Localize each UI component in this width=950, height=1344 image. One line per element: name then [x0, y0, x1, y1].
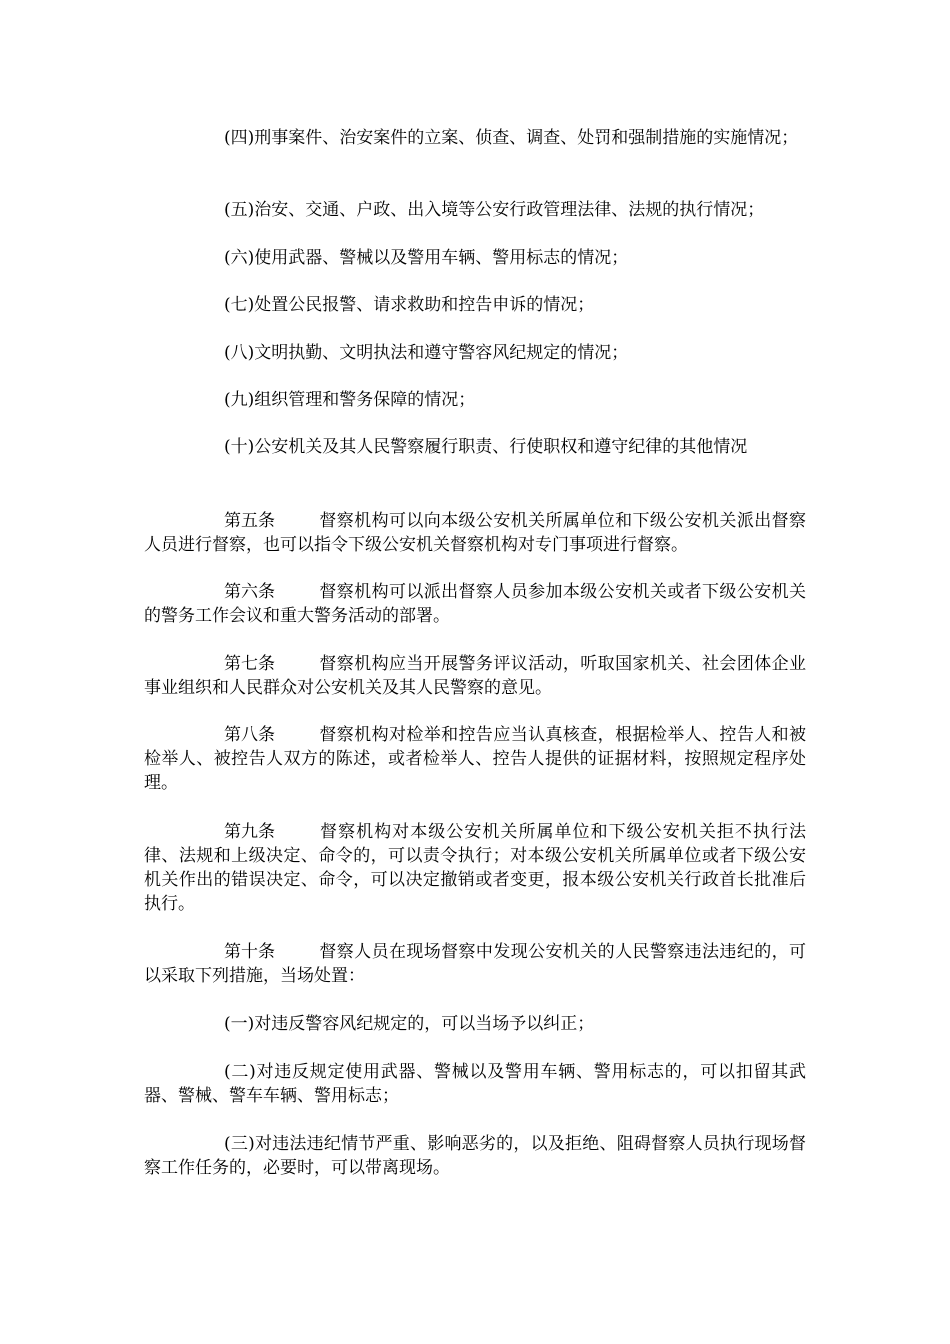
list-item: (十)公安机关及其人民警察履行职责、行使职权和遵守纪律的其他情况: [224, 437, 748, 457]
list-item: (五)治安、交通、户政、出入境等公安行政管理法律、法规的执行情况；: [224, 200, 765, 220]
list-item: (六)使用武器、警械以及警用车辆、警用标志的情况；: [224, 248, 629, 268]
list-item: (四)刑事案件、治安案件的立案、侦查、调查、处罚和强制措施的实施情况；: [224, 128, 799, 148]
list-item: (八)文明执勤、文明执法和遵守警容风纪规定的情况；: [224, 343, 629, 363]
list-item: (七)处置公民报警、请求救助和控告申诉的情况；: [224, 295, 595, 315]
article-number: 第九条: [224, 822, 275, 842]
article-number: 第十条: [224, 942, 275, 962]
article-paragraph: [144, 820, 806, 916]
article-text: 督察机构可以向本级公安机关所属单位和下级公安机关派出督察人员进行督察，也可以指令下级公安机关督察机构对专门事项进行督察。: [144, 511, 806, 555]
article-number: 第五条: [224, 511, 275, 531]
article-paragraph: [144, 509, 806, 557]
list-item: (一)对违反警容风纪规定的，可以当场予以纠正；: [224, 1014, 595, 1034]
article-paragraph: [144, 940, 806, 988]
article-number: 第六条: [224, 582, 275, 602]
article-number: 第七条: [224, 654, 275, 674]
article-text: 督察人员在现场督察中发现公安机关的人民警察违法违纪的，可以采取下列措施，当场处置：: [144, 942, 806, 986]
article-text: 督察机构对检举和控告应当认真核查，根据检举人、控告人和被检举人、被控告人双方的陈述，或者检举人、控告人提供的证据材料，按照规定程序处理。: [144, 725, 806, 793]
article-paragraph: [144, 723, 806, 795]
article-text: 督察机构可以派出督察人员参加本级公安机关或者下级公安机关的警务工作会议和重大警务活动的部署。: [144, 582, 806, 626]
list-item: (九)组织管理和警务保障的情况；: [224, 390, 476, 410]
article-paragraph: [144, 652, 806, 700]
article-number: 第八条: [224, 725, 275, 745]
article-text: 督察机构应当开展警务评议活动，听取国家机关、社会团体企业事业组织和人民群众对公安机关及其人民警察的意见。: [144, 654, 806, 698]
list-item: (三)对违法违纪情节严重、影响恶劣的，以及拒绝、阻碍督察人员执行现场督察工作任务的，必要时，可以带离现场。: [144, 1134, 806, 1178]
article-text: 督察机构对本级公安机关所属单位和下级公安机关拒不执行法律、法规和上级决定、命令的，可以责令执行；对本级公安机关所属单位或者下级公安机关作出的错误决定、命令，可以决定撤销或者变更，报本级公安机关行政首长批准后执行。: [144, 822, 806, 914]
article-paragraph: [144, 580, 806, 628]
list-item: (二)对违反规定使用武器、警械以及警用车辆、警用标志的，可以扣留其武器、警械、警车车辆、警用标志；: [144, 1062, 806, 1106]
